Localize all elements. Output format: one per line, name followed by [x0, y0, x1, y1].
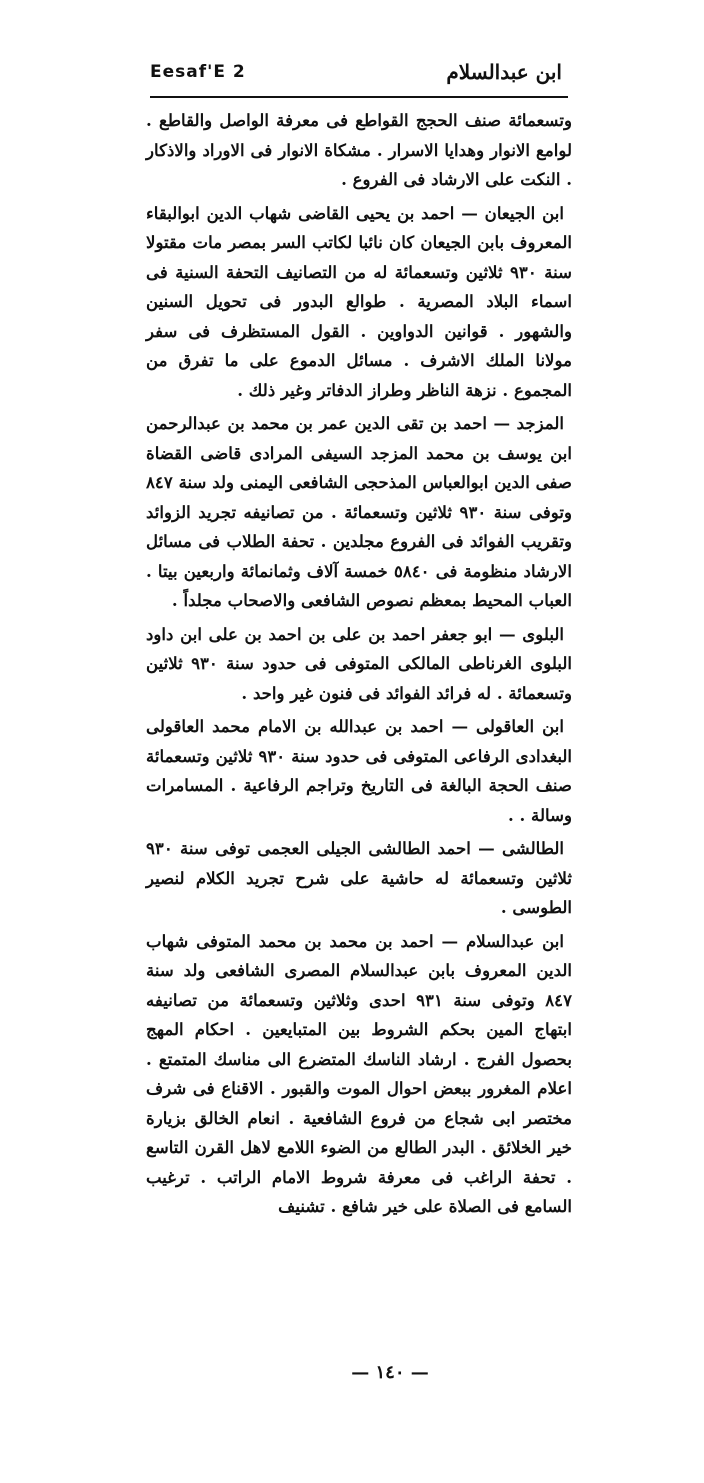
page-header	[150, 58, 562, 92]
page-body	[146, 106, 572, 1346]
header-code: Eesaf'E 2	[150, 62, 246, 82]
entry-al-muzjid: المزجد — احمد بن تقى الدين عمر بن محمد بن عبدالرحمن ابن يوسف بن محمد المزجد السيفى المرادى قاضى القضاة صفى الدين ابوالعباس المذحجى الشافعى اليمنى ولد سنة ٨٤٧ وتوفى سنة ٩٣٠ ثلاثين وتسعمائة . من تصانيفه تجريد الزوائد وتقريب الفوائد فى الفروع مجلدين . تحفة الطلاب فى مسائل الارشاد منظومة فى ٥٨٤٠ خمسة آلاف وثمانمائة واربعين بيتا . العباب المحيط بمعظم نصوص الشافعى والاصحاب مجلداً .	[146, 413, 572, 610]
entry-ibn-al-aquli: ابن العاقولى — احمد بن عبدالله بن الامام محمد العاقولى البغدادى الرفاعى المتوفى فى حدود سنة ٩٣٠ ثلاثين وتسعمائة صنف الحجة البالغة فى التاريخ وتراجم الرفاعية . المسامرات وسالة . .	[146, 716, 572, 825]
header-rule	[150, 96, 568, 98]
entry-al-balawi: البلوى — ابو جعفر احمد بن على بن احمد بن على ابن داود البلوى الغرناطى المالكى المتوفى فى حدود سنة ٩٣٠ ثلاثين وتسعمائة . له فرائد الفوائد فى فنون غير واحد .	[146, 623, 572, 703]
entry-ibn-al-jiyan: ابن الجيعان — احمد بن يحيى القاضى شهاب الدين ابوالبقاء المعروف بابن الجيعان كان نائبا لكاتب السر بمصر مات مقتولا سنة ٩٣٠ ثلاثين وتسعمائة له من التصانيف التحفة السنية فى اسماء البلاد المصرية . طوالع البدور فى تحويل السنين والشهور . قوانين الدواوين . القول المستظرف فى سفر مولانا الملك الاشرف . مسائل الدموع على ما تفرق من المجموع . نزهة الناظر وطراز الدفاتر وغير ذلك .	[146, 202, 572, 400]
entry-ibn-abd-al-salam: ابن عبدالسلام — احمد بن محمد بن محمد المتوفى شهاب الدين المعروف بابن عبدالسلام المصرى الشافعى ولد سنة ٨٤٧ وتوفى سنة ٩٣١ احدى وثلاثين وتسعمائة من تصانيفه ابتهاج المين بحكم الشروط بين المتبايعين . احكام المهج بحصول الفرج . ارشاد الناسك المتضرع الى مناسك المتمتع . اعلام المغرور ببعض احوال الموت والقبور . الاقناع فى شرف مختصر ابى شجاع من فروع الشافعية . انعام الخالق بزيارة خير الخلائق . البدر الطالع من الضوء اللامع لاهل القرن التاسع . تحفة الراغب فى معرفة شروط الامام الراتب . ترغيب السامع فى الصلاة على خير شافع . تشنيف	[146, 930, 572, 1216]
entry-al-talishi: الطالشى — احمد الطالشى الجيلى العجمى توفى سنة ٩٣٠ ثلاثين وتسعمائة له حاشية على شرح تجريد الكلام لنصير الطوسى .	[146, 838, 572, 917]
paragraph-continuation: وتسعمائة صنف الحجج القواطع فى معرفة الواصل والقاطع . لوامع الانوار وهدايا الاسرار . مشكاة الانوار فى الاوراد والاذكار . النكت على الارشاد فى الفروع .	[146, 110, 572, 189]
page-number: — ١٤٠ —	[351, 1362, 429, 1383]
header-title: ابن عبدالسلام	[446, 60, 562, 84]
